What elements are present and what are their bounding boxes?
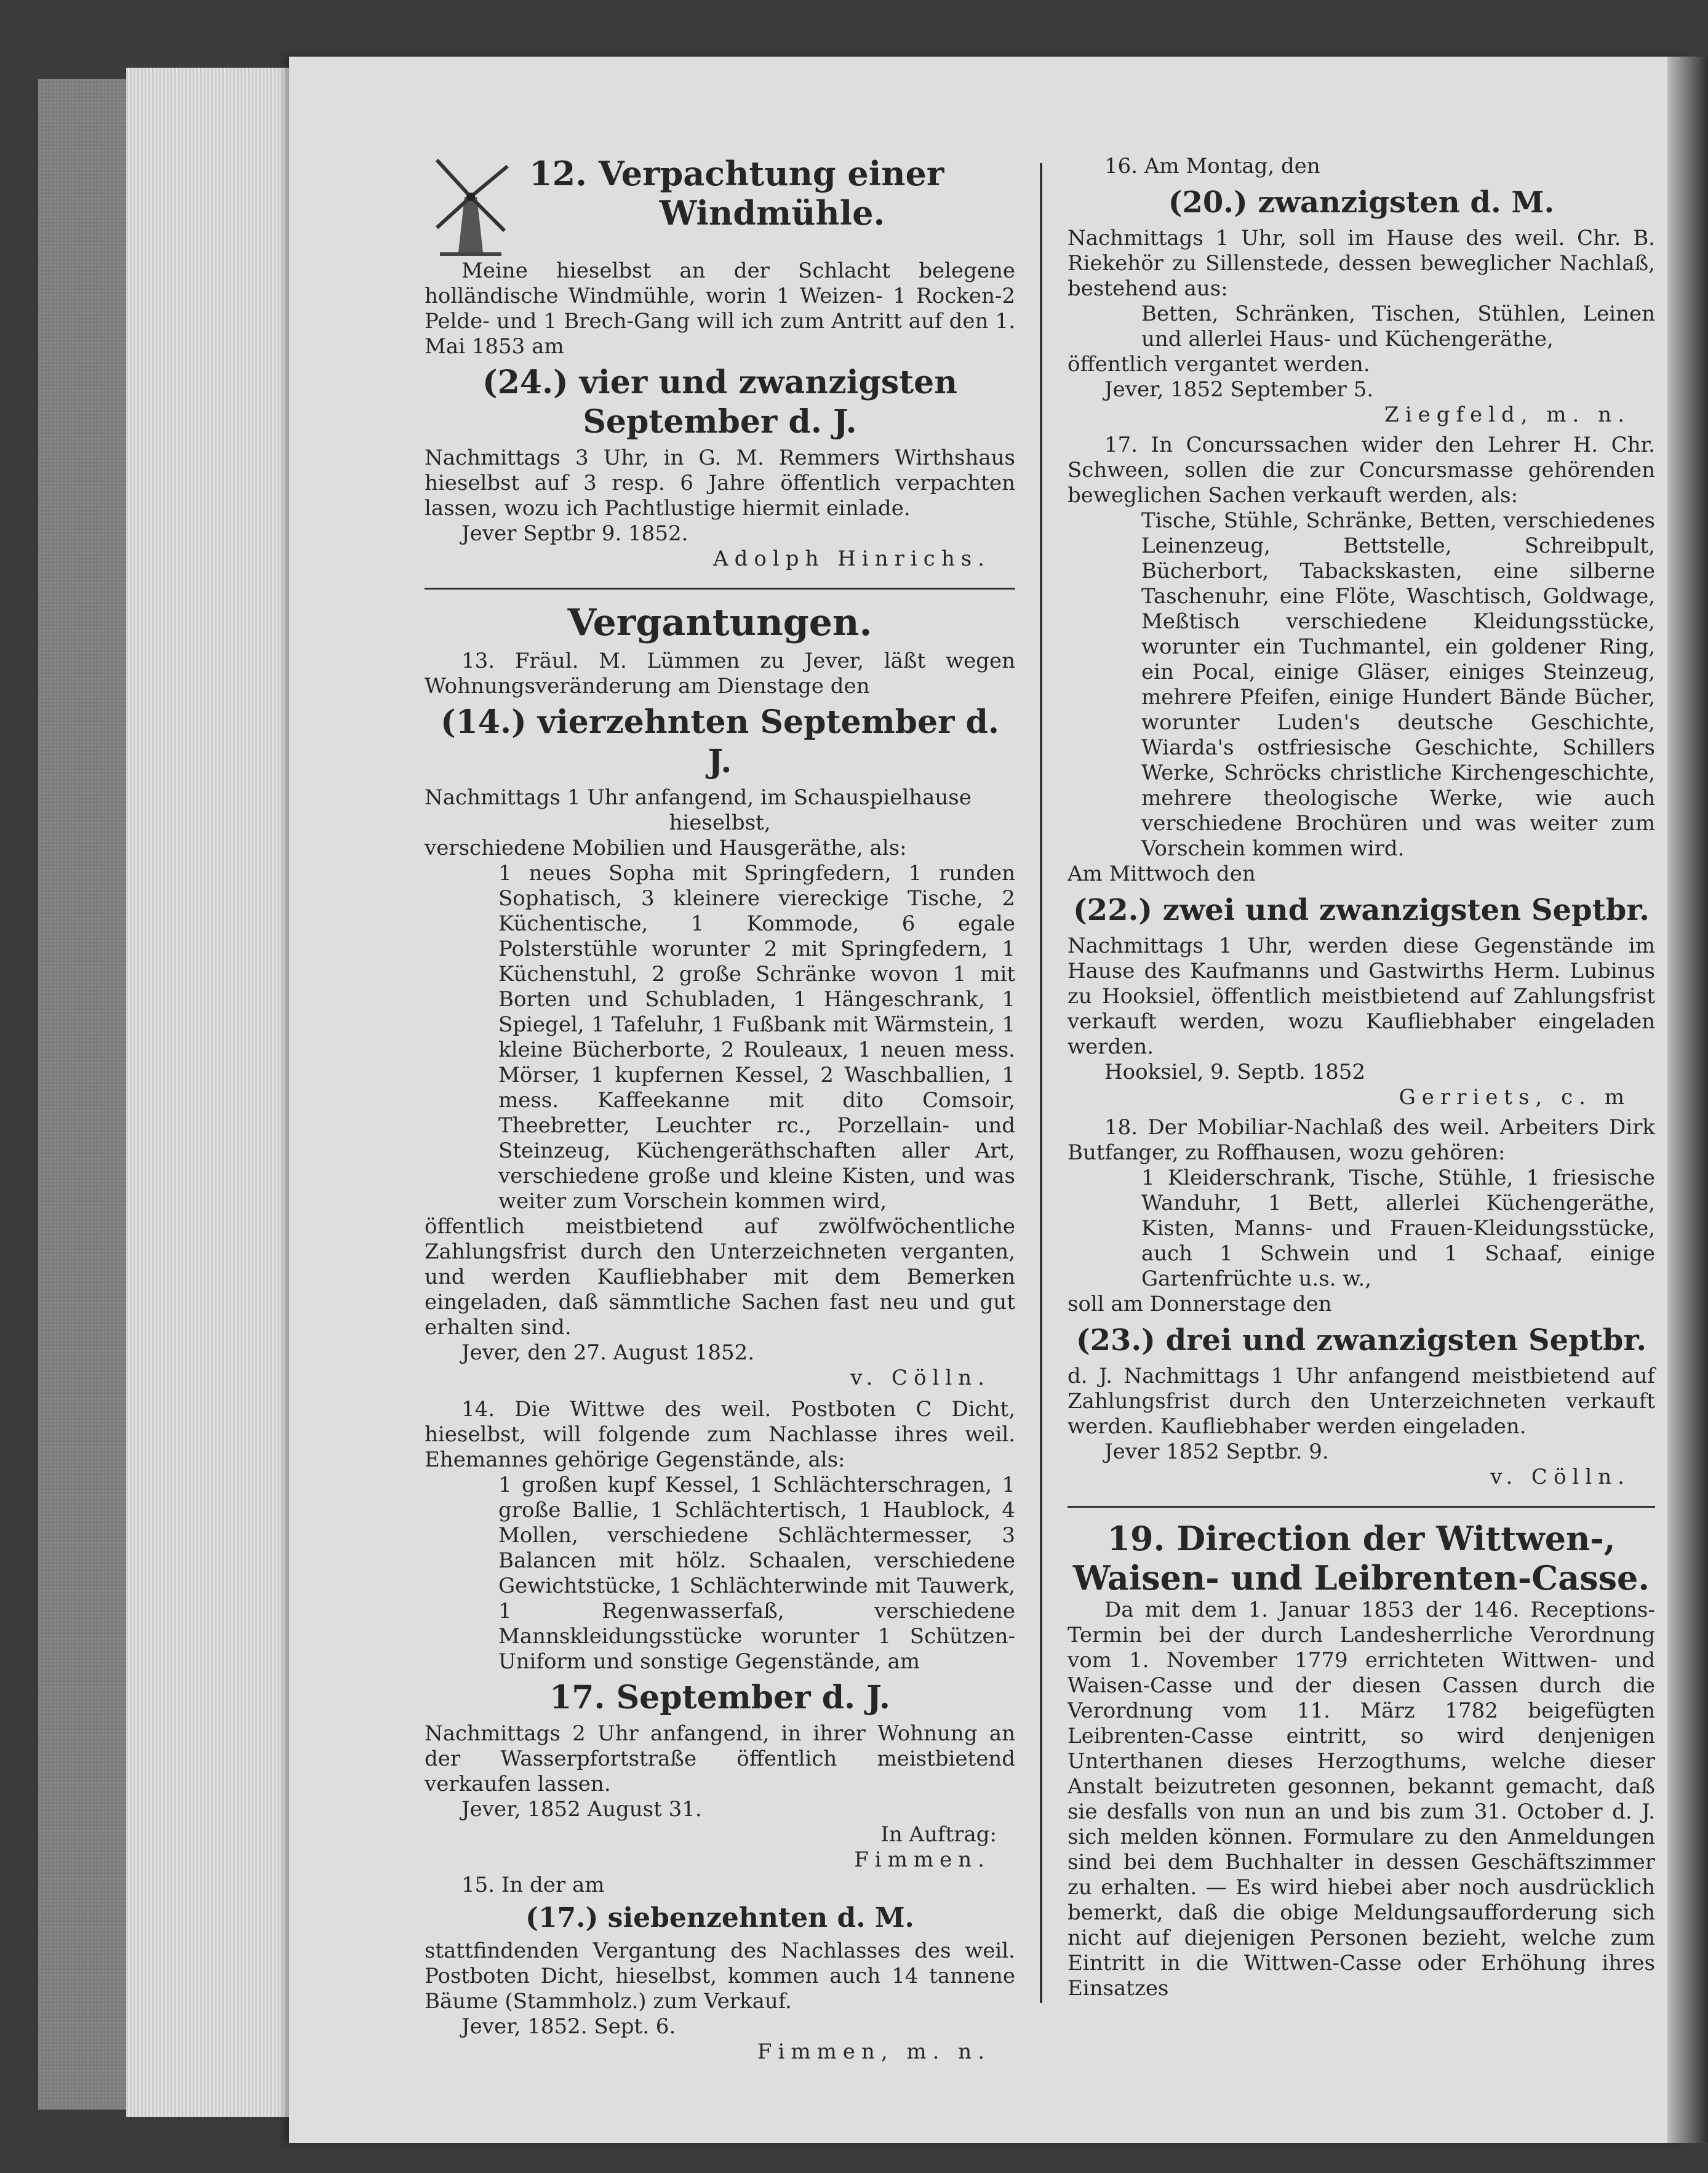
notice-13-date: (14.) vierzehnten September d. J. <box>441 703 999 780</box>
notice-13-body-2b: hieselbst, <box>669 810 771 835</box>
notice-18-body-1: 18. Der Mobiliar-Nachlaß des weil. Arbeiters Dirk Butfanger, zu Roffhausen, wozu gehören: <box>1068 1115 1655 1165</box>
notice-16-body-3: öffentlich vergantet werden. <box>1068 352 1370 377</box>
notice-13-place: Jever, den 27. August 1852. <box>461 1340 755 1365</box>
notice-14-body-1: 14. Die Wittwe des weil. Postboten C Dicht, hieselbst, will folgende zum Nachlasse ihres weil. Ehemannes gehörige Gegenstände, als: <box>425 1397 1015 1472</box>
page-edges <box>126 68 305 2117</box>
notice-12-title-2: Windmühle. <box>659 193 885 233</box>
notice-12-body-2: Nachmittags 3 Uhr, in G. M. Remmers Wirthshaus hieselbst auf 3 resp. 6 Jahre öffentlich verpachten lassen, wozu ich Pachtlustige hiermit einlade. <box>425 446 1015 521</box>
notice-17-signer: Gerriets, c. m <box>1399 1085 1630 1110</box>
column-divider <box>1040 163 1042 2003</box>
notice-18-signer: v. Cölln. <box>1490 1465 1630 1489</box>
notice-17-body-1: 17. In Concurssachen wider den Lehrer H. Chr. Schween, sollen die zur Concursmasse gehörenden beweglichen Sachen verkauft werden, als: <box>1068 433 1655 508</box>
notice-18-body-2: soll am Donnerstage den <box>1068 1292 1332 1316</box>
notice-15-date: (17.) siebenzehnten d. M. <box>525 1902 914 1934</box>
notice-13-items: 1 neues Sopha mit Springfedern, 1 runden Sophatisch, 3 kleinere viereckige Tische, 2 Küchentische, 1 Kommode, 6 egale Polsterstühle worunter 2 mit Springfedern, 1 Küchenstuhl, 2 große Schränke wovon 1 mit Borten und Schubladen, 1 Hängeschrank, 1 Spiegel, 1 Tafeluhr, 1 Fußbank mit Wärmstein, 1 kleine Bücherborte, 2 Rouleaux, 1 neuen mess. Mörser, 1 kupfernen Kessel, 2 Waschballien, 1 mess. Kaffeekanne mit dito Comsoir, Theebretter, Leuchter rc., Porzellain- und Steinzeug, Küchengeräthschaften aller Art, verschiedene große und kleine Kisten, und was weiter zum Vorschein kommen wird, <box>498 861 1015 1214</box>
book-cover <box>38 79 130 2110</box>
gutter-shadow <box>1667 57 1708 2143</box>
notice-19-title-1: 19. Direction der Wittwen-, <box>1107 1519 1616 1558</box>
notice-14-signer: Fimmen. <box>854 1847 991 1872</box>
notice-12-title-1: Verpachtung einer <box>598 154 944 193</box>
notice-14-items: 1 großen kupf Kessel, 1 Schlächterschragen, 1 große Ballie, 1 Schlächtertisch, 1 Haublock, 4 Mollen, verschiedene Schlächtermesser, 3 Balancen mit hölz. Schaalen, verschiedene Gewichtstücke, 1 Schlächterwinde mit Tauwerk, 1 Regenwasserfaß, verschiedene Mannskleidungsstücke worunter 1 Schützen-Uniform und sonstige Gegenstände, am <box>498 1473 1015 1674</box>
notice-14-auftrag: In Auftrag: <box>880 1822 997 1847</box>
notice-16-signer: Ziegfeld, m. n. <box>1384 402 1630 427</box>
notice-15-signer: Fimmen, m. n. <box>757 2039 991 2064</box>
notice-17-body-2: Am Mittwoch den <box>1068 862 1256 886</box>
notice-18-place: Jever 1852 Septbr. 9. <box>1104 1439 1329 1464</box>
notice-18-items: 1 Kleiderschrank, Tische, Stühle, 1 friesische Wanduhr, 1 Bett, allerlei Küchengeräthe, Kisten, Manns- und Frauen-Kleidungsstücke, auch 1 Schwein und 1 Schaaf, einige Gartenfrüchte u.s. w., <box>1141 1166 1655 1291</box>
notice-12-signer: Adolph Hinrichs. <box>713 546 991 571</box>
notice-15-place: Jever, 1852. Sept. 6. <box>461 2014 676 2039</box>
notice-19-title-2: Waisen- und Leibrenten-Casse. <box>1072 1558 1650 1598</box>
rule <box>425 588 1015 590</box>
notice-12 <box>425 154 1015 258</box>
notice-16-body-1: 16. Am Montag, den <box>1104 154 1320 178</box>
right-column <box>1068 154 1655 2001</box>
notice-17-place: Hooksiel, 9. Septb. 1852 <box>1104 1060 1366 1084</box>
notice-16-place: Jever, 1852 September 5. <box>1104 377 1374 402</box>
notice-12-number: 12. <box>529 154 587 193</box>
notice-18-body-3: d. J. Nachmittags 1 Uhr anfangend meistbietend auf Zahlungsfrist durch den Unterzeichneten verkauft werden. Kaufliebhaber werden eingeladen. <box>1068 1364 1655 1439</box>
rule <box>1068 1506 1655 1508</box>
notice-13-body-2: Nachmittags 1 Uhr anfangend, im Schauspielhause <box>425 785 972 810</box>
notice-13-signer: v. Cölln. <box>850 1366 991 1390</box>
notice-13-body-4: öffentlich meistbietend auf zwölfwöchentliche Zahlungsfrist durch den Unterzeichneten verganten, und werden Kaufliebhaber mit dem Bemerken eingeladen, daß sämmtliche Sachen fast neu und gut erhalten sind. <box>425 1214 1015 1340</box>
notice-12-place: Jever Septbr 9. 1852. <box>461 521 688 546</box>
notice-13-body-1: 13. Fräul. M. Lümmen zu Jever, läßt wegen Wohnungsveränderung am Dienstage den <box>425 649 1015 698</box>
notice-17-body-3: Nachmittags 1 Uhr, werden diese Gegenstände im Hause des Kaufmanns und Gastwirths Herm. Lubinus zu Hooksiel, öffentlich meistbietend auf Zahlungsfrist verkauft werden, wozu Kaufliebhaber eingeladen werden. <box>1068 934 1655 1059</box>
notice-18-date: (23.) drei und zwanzigsten Septbr. <box>1075 1323 1647 1358</box>
notice-16-body-2: Nachmittags 1 Uhr, soll im Hause des weil. Chr. B. Riekehör zu Sillenstede, dessen beweglicher Nachlaß, bestehend aus: <box>1068 226 1655 301</box>
section-heading: Vergantungen. <box>567 601 872 644</box>
notice-13-body-3: verschiedene Mobilien und Hausgeräthe, als: <box>425 836 907 860</box>
notice-14-place: Jever, 1852 August 31. <box>461 1797 702 1822</box>
notice-17-date: (22.) zwei und zwanzigsten Septbr. <box>1073 893 1650 927</box>
windmill-icon <box>425 154 517 258</box>
notice-15-body-1: 15. In der am <box>461 1873 605 1897</box>
notice-14-body-2: Nachmittags 2 Uhr anfangend, in ihrer Wohnung an der Wasserpfortstraße öffentlich meistbietend verkaufen lassen. <box>425 1721 1015 1796</box>
notice-12-body-1: Meine hieselbst an der Schlacht belegene holländische Windmühle, worin 1 Weizen- 1 Rocken-2 Pelde- und 1 Brech-Gang will ich zum Antritt auf den 1. Mai 1853 am <box>425 258 1015 359</box>
notice-17-items: Tische, Stühle, Schränke, Betten, verschiedenes Leinenzeug, Bettstelle, Schreibpult, Bücherbort, Tabackskasten, eine silberne Taschenuhr, eine Flöte, Waschtisch, Goldwage, Meßtisch verschiedene Kleidungsstücke, worunter ein Tuchmantel, ein goldener Ring, ein Pocal, einige Gläser, einiges Steinzeug, mehrere Pfeifen, einige Hundert Bände Bücher, worunter Luden's deutsche Geschichte, Wiarda's ostfriesische Geschichte, Schillers Werke, Schröcks christliche Kirchengeschichte, mehrere theologische Werke, wie auch verschiedene Brochüren und was weiter zum Vorschein kommen wird. <box>1141 508 1655 861</box>
notice-15-body-2: stattfindenden Vergantung des Nachlasses des weil. Postboten Dicht, hieselbst, kommen auch 14 tannene Bäume (Stammholz.) zum Verkauf. <box>425 1939 1015 2014</box>
notice-12-date: (24.) vier und zwanzigsten September d. J. <box>482 364 958 441</box>
notice-16-items: Betten, Schränken, Tischen, Stühlen, Leinen und allerlei Haus- und Küchengeräthe, <box>1141 302 1655 351</box>
notice-14-date: 17. September d. J. <box>549 1679 890 1716</box>
notice-19-body: Da mit dem 1. Januar 1853 der 146. Receptions-Termin bei der durch Landesherrliche Verordnung vom 1. November 1779 errichteten Wittwen- und Waisen-Casse und der diesen Cassen durch die Verordnung vom 11. März 1782 beigefügten Leibrenten-Casse eintritt, so wird denjenigen Unterthanen dieses Herzogthums, welche dieser Anstalt beizutreten gesonnen, bekannt gemacht, daß sie desfalls von nun an und bis zum 31. October d. J. sich melden können. Formulare zu den Anmeldungen sind bei dem Buchhalter in dessen Geschäftszimmer zu erhalten. — Es wird hiebei aber noch ausdrücklich bemerkt, daß die obige Meldungsaufforderung sich nicht auf diejenigen Personen bezieht, welche zum Eintritt in die Wittwen-Casse oder Erhöhung ihres Einsatzes <box>1068 1598 1655 2001</box>
left-column <box>425 154 1015 2065</box>
notice-16-date: (20.) zwanzigsten d. M. <box>1168 185 1555 220</box>
